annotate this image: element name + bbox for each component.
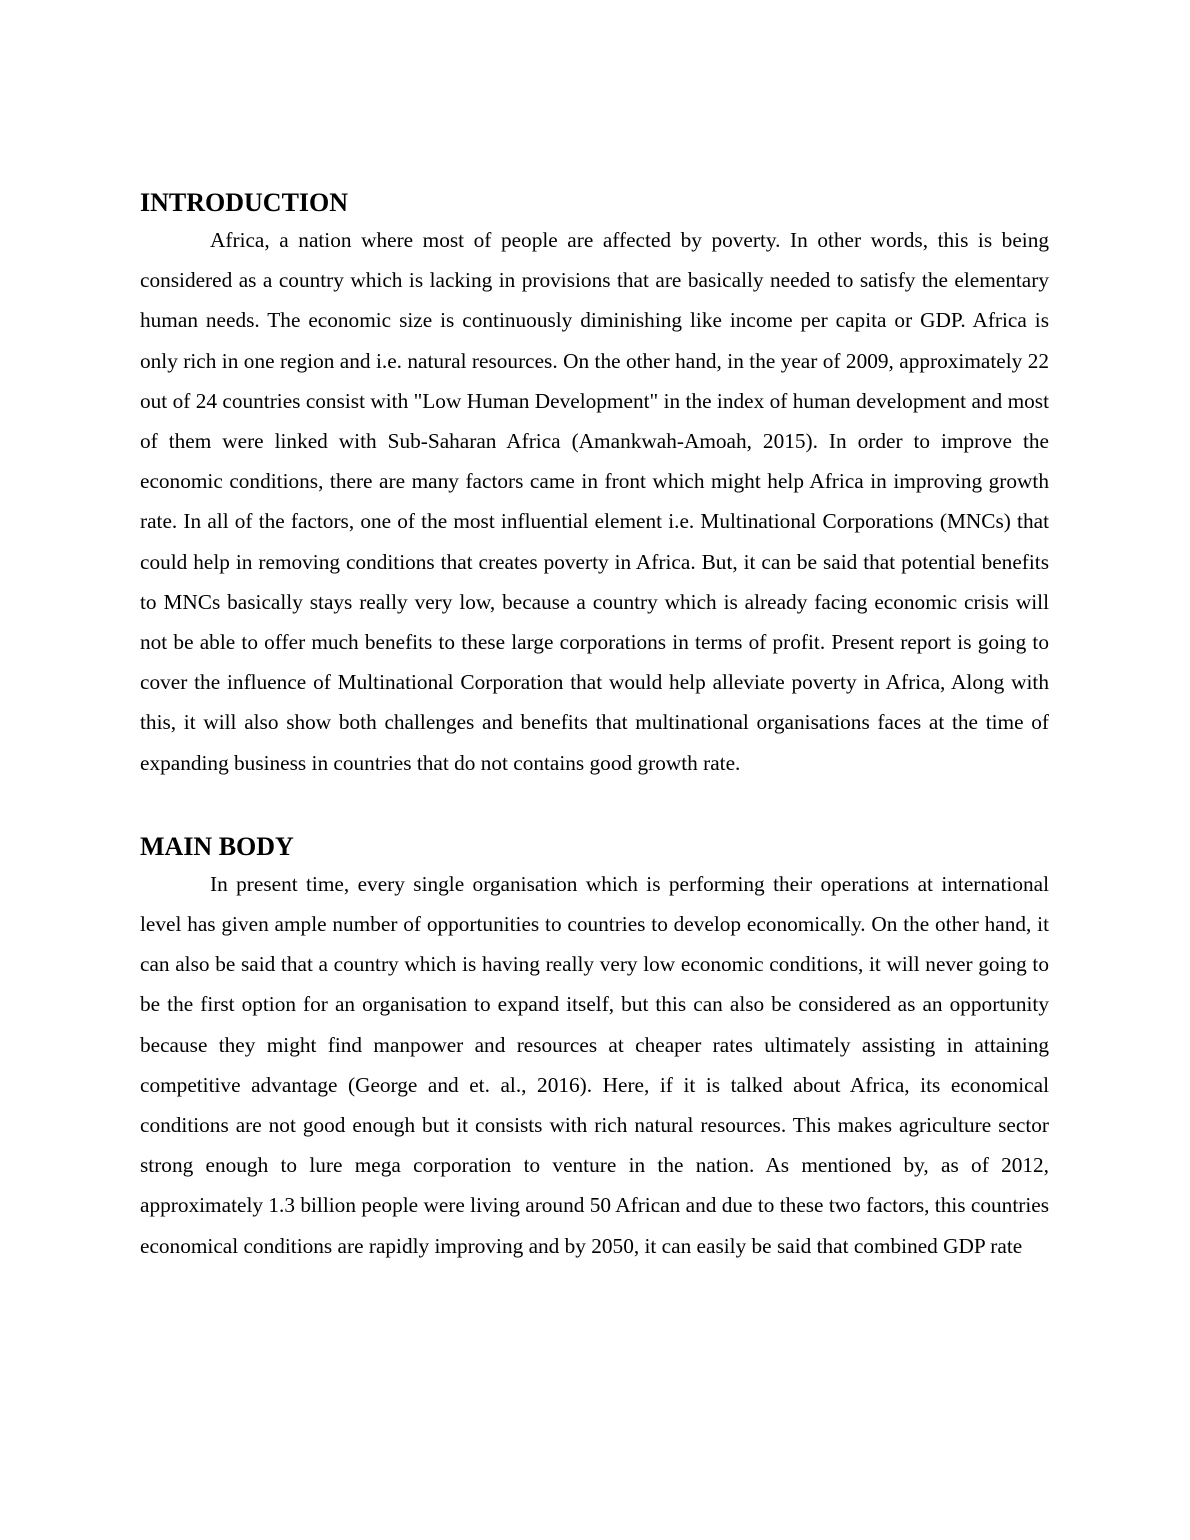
- main-body-section: [140, 830, 1049, 1266]
- document-page: [140, 186, 1049, 1266]
- introduction-section: [140, 186, 1049, 783]
- main-body-heading: MAIN BODY: [140, 831, 294, 861]
- introduction-heading: INTRODUCTION: [140, 188, 349, 217]
- introduction-paragraph: Africa, a nation where most of people are affected by poverty. In other words, this is being considered as a country which is lacking in provisions that are basically needed to satisfy the elementary human needs. The economic size is continuously diminishing like income per capita or GDP. Africa is only rich in one region and i.e. natural resources. On the other hand, in the year of 2009, approximately 22 out of 24 countries consist with "Low Human Development" in the index of human development and most of them were linked with Sub-Saharan Africa (Amankwah-Amoah, 2015). In order to improve the economic conditions, there are many factors came in front which might help Africa in improving growth rate. In all of the factors, one of the most influential element i.e. Multinational Corporations (MNCs) that could help in removing conditions that creates poverty in Africa. But, it can be said that potential benefits to MNCs basically stays really very low, because a country which is already facing economic crisis will not be able to offer much benefits to these large corporations in terms of profit. Present report is going to cover the influence of Multinational Corporation that would help alleviate poverty in Africa, Along with this, it will also show both challenges and benefits that multinational organisations faces at the time of expanding business in countries that do not contains good growth rate.: [140, 228, 1049, 775]
- main-body-paragraph: In present time, every single organisation which is performing their operations at international level has given ample number of opportunities to countries to develop economically. On the other hand, it can also be said that a country which is having really very low economic conditions, it will never going to be the first option for an organisation to expand itself, but this can also be considered as an opportunity because they might find manpower and resources at cheaper rates ultimately assisting in attaining competitive advantage (George and et. al., 2016). Here, if it is talked about Africa, its economical conditions are not good enough but it consists with rich natural resources. This makes agriculture sector strong enough to lure mega corporation to venture in the nation. As mentioned by, as of 2012, approximately 1.3 billion people were living around 50 African and due to these two factors, this countries economical conditions are rapidly improving and by 2050, it can easily be said that combined GDP rate: [140, 871, 1049, 1258]
